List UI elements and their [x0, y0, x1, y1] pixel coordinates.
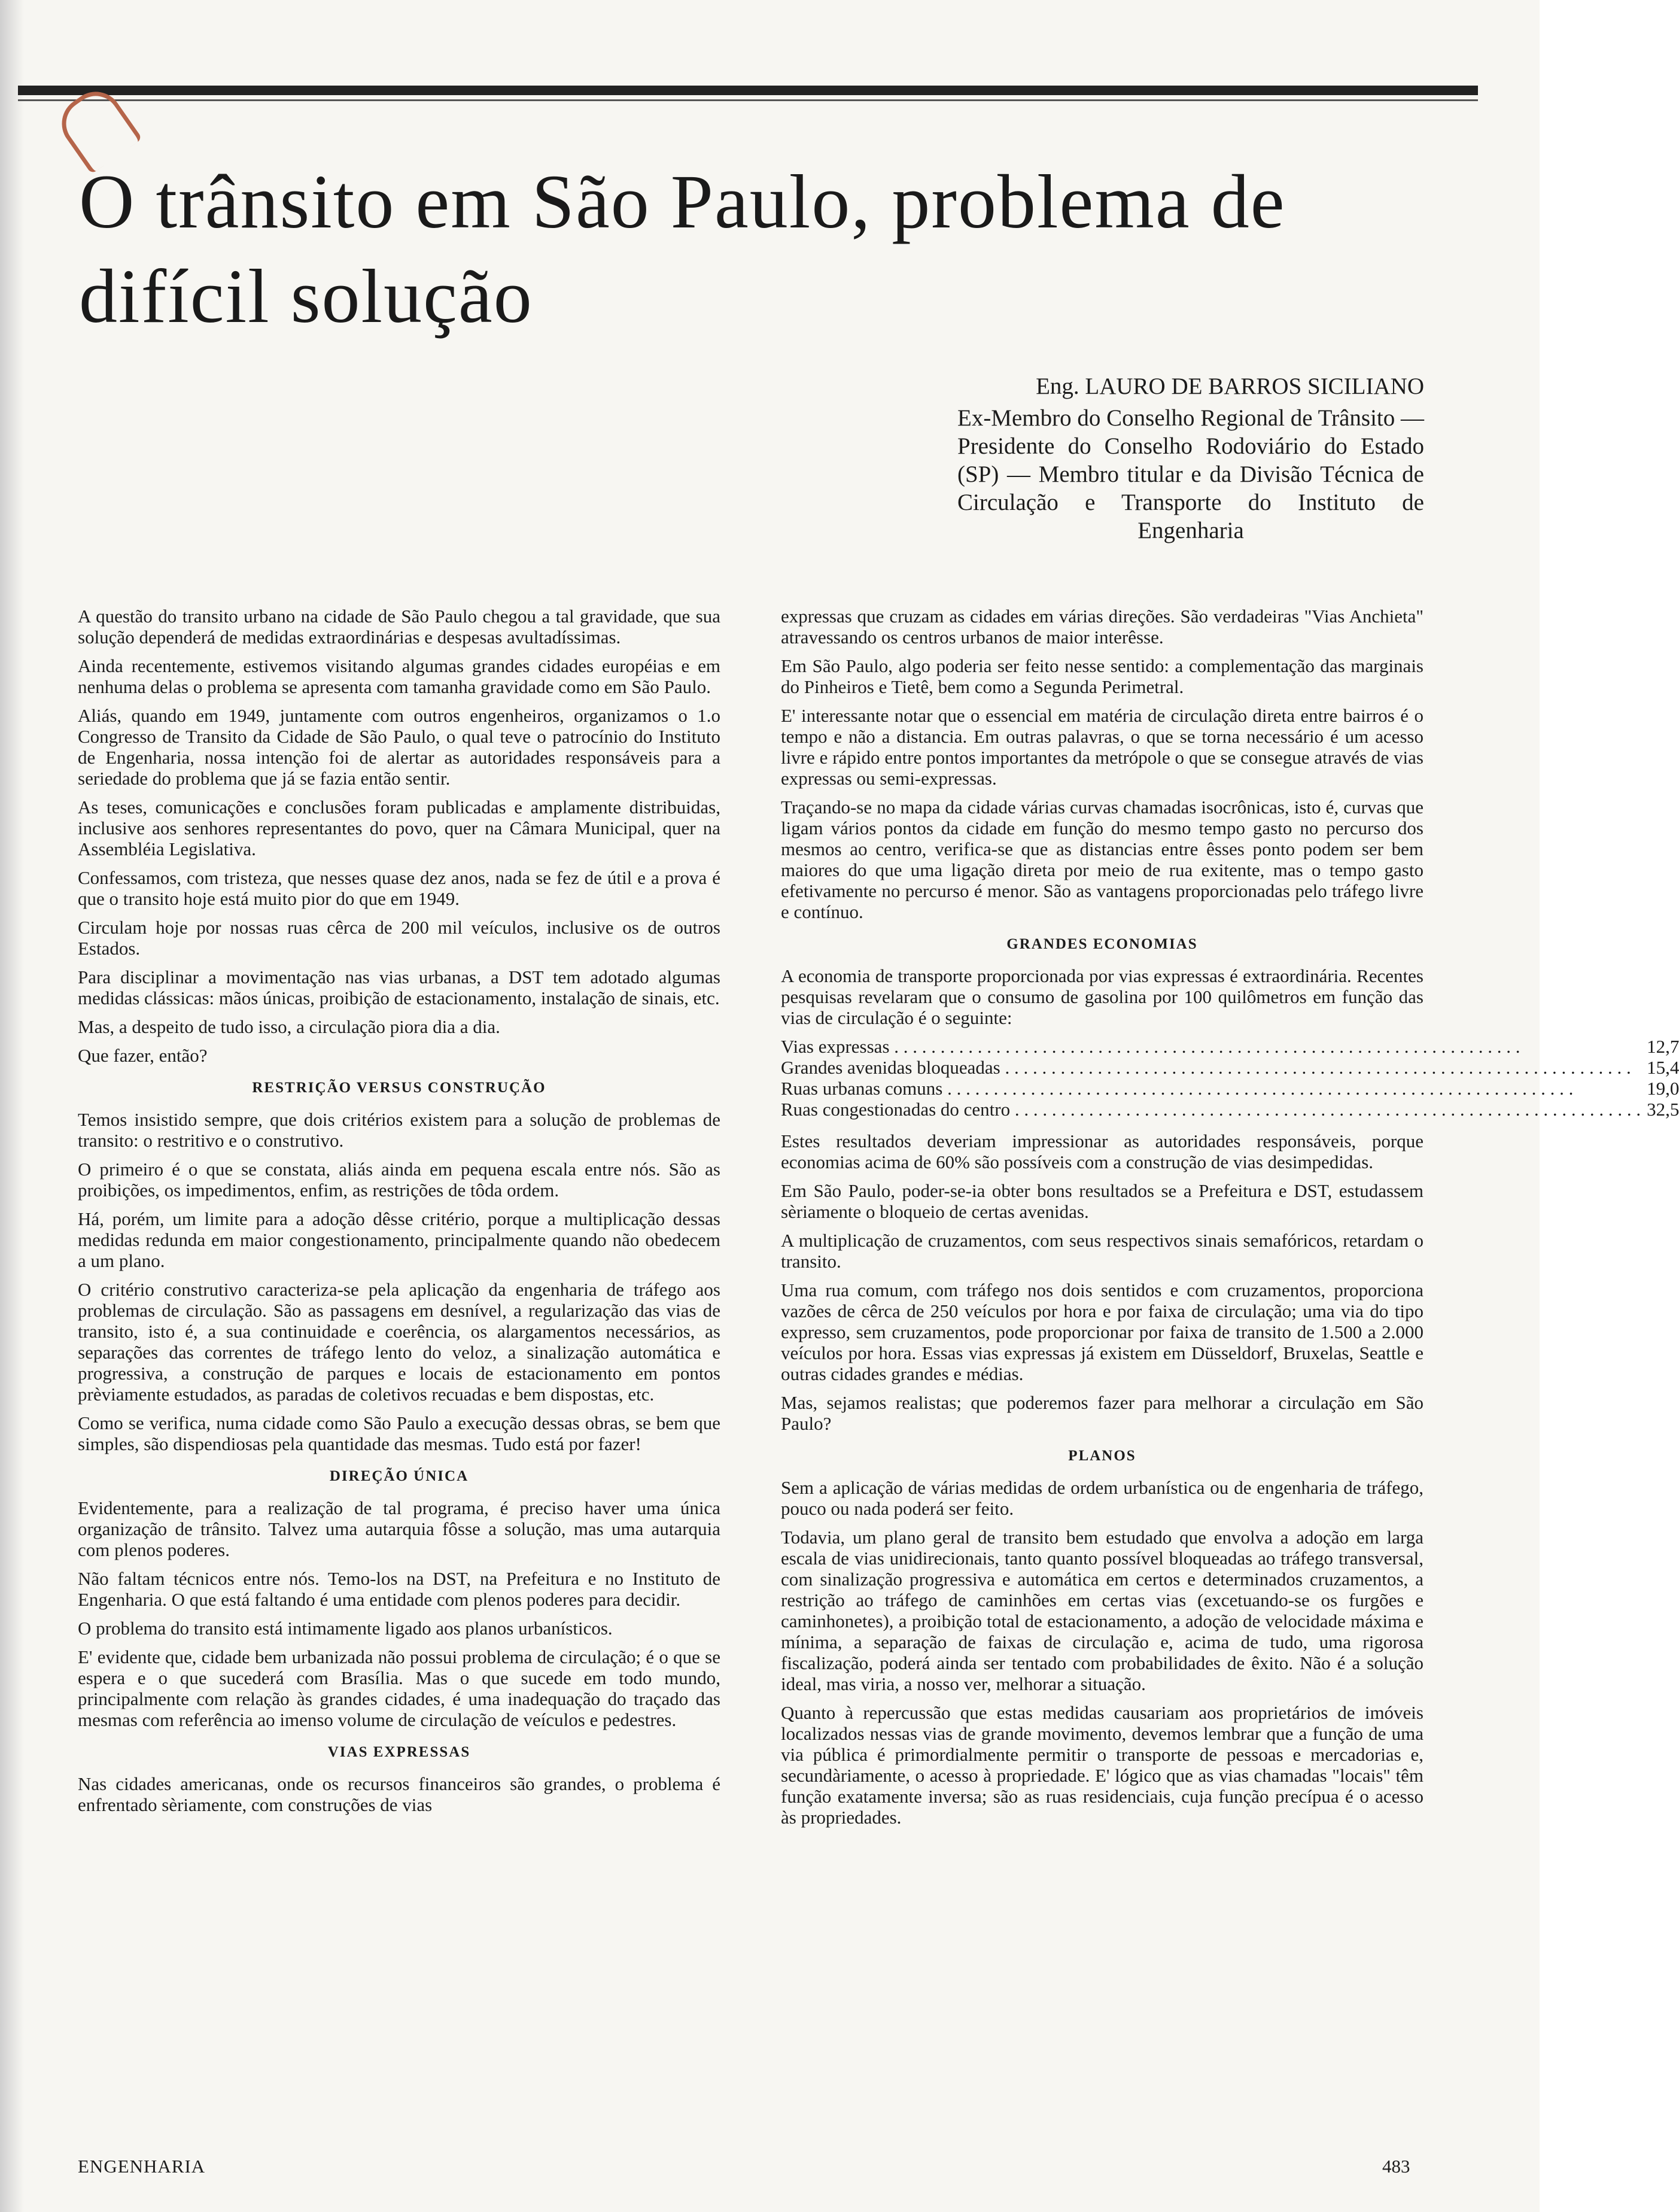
- paragraph: Não faltam técnicos entre nós. Temo-los na DST, na Prefeitura e no Instituto de Engenharia. O que está faltando é uma entidade com plenos poderes para decidir.: [78, 1568, 720, 1610]
- road-type-label: Ruas congestionadas do centro: [781, 1099, 1011, 1120]
- paragraph: Uma rua comum, com tráfego nos dois sentidos e com cruzamentos, proporciona vazões de cêrca de 250 veículos por hora e por faixa de circulação; uma via do tipo expresso, sem cruzamentos, pode proporcionar por faixa de transito de 1.500 a 2.000 veículos por hora. Essas vias expressas já existem em Düsseldorf, Bruxelas, Seattle e outras cidades grandes e médias.: [781, 1280, 1424, 1384]
- fuel-consumption-value: 19,0: [1647, 1078, 1679, 1099]
- table-row: [781, 1078, 1679, 1099]
- paragraph: Circulam hoje por nossas ruas cêrca de 200 mil veículos, inclusive os de outros Estados.: [78, 917, 720, 959]
- paragraph: Todavia, um plano geral de transito bem estudado que envolva a adoção em larga escala de vias unidirecionais, tanto quanto possível bloqueadas ao tráfego transversal, com sinalização progressiva e automática em certos e determinados cruzamentos, a restrição ao tráfego de caminhões em certas vias (excetuando-se os furgões e caminhonetes), a proibição total de estacionamento, a adoção de velocidade máxima e mínima, a separação de faixas de circulação e, acima de tudo, uma rigorosa fiscalização, poderá ainda ser tentado com probabilidades de êxito. Não é a solução ideal, mas viria, a nosso ver, melhorar a situação.: [781, 1527, 1424, 1694]
- paragraph: Aliás, quando em 1949, juntamente com outros engenheiros, organizamos o 1.o Congresso de Transito da Cidade de São Paulo, o qual teve o patrocínio do Instituto de Engenharia, nossa intenção foi de alertar as autoridades responsáveis para a seriedade do problema que já se fazia então sentir.: [78, 705, 720, 789]
- paragraph: Nas cidades americanas, onde os recursos financeiros são grandes, o problema é enfrentado sèriamente, com construções de vias: [78, 1773, 720, 1815]
- paragraph: E' interessante notar que o essencial em matéria de circulação direta entre bairros é o tempo e não a distancia. Em outras palavras, o que se torna necessário é um acesso livre e rápido entre pontos importantes da metrópole o que se consegue através de vias expressas ou semi-expressas.: [781, 705, 1424, 789]
- paragraph: Mas, a despeito de tudo isso, a circulação piora dia a dia.: [78, 1016, 500, 1037]
- paragraph: A questão do transito urbano na cidade de São Paulo chegou a tal gravidade, que sua solução dependerá de medidas extraordinárias e despesas avultadíssimas.: [78, 606, 720, 648]
- paragraph: Ainda recentemente, estivemos visitando algumas grandes cidades européias e em nenhuma delas o problema se apresenta com tamanha gravidade como em São Paulo.: [78, 655, 720, 697]
- paragraph: Há, porém, um limite para a adoção dêsse critério, porque a multiplicação dessas medidas redunda em maior congestionamento, principalmente quando não obedecem a um plano.: [78, 1208, 720, 1271]
- paragraph: E' evidente que, cidade bem urbanizada não possui problema de circulação; é o que se espera e o que sucederá com Brasília. Mas o que sucede em todo mundo, principalmente com relação às grandes cidades, é uma inadequação do traçado das mesmas com referência ao imenso volume de circulação de veículos e pedestres.: [78, 1646, 720, 1730]
- paragraph: Para disciplinar a movimentação nas vias urbanas, a DST tem adotado algumas medidas clássicas: mãos únicas, proibição de estacionamento, instalação de sinais, etc.: [78, 967, 720, 1008]
- section-heading: PLANOS: [1068, 1448, 1136, 1464]
- paragraph: Como se verifica, numa cidade como São Paulo a execução dessas obras, se bem que simples, são dispendiosas pela quantidade das mesmas. Tudo está por fazer!: [78, 1412, 720, 1454]
- paragraph: Que fazer, então?: [78, 1045, 208, 1066]
- table-row: [781, 1057, 1679, 1078]
- table-row: [781, 1036, 1679, 1057]
- right-column: [781, 606, 1679, 1836]
- section-heading: DIREÇÃO ÚNICA: [329, 1468, 469, 1484]
- article-title: O trânsito em São Paulo, problema de difícil solução: [79, 159, 1286, 339]
- fuel-consumption-value: 15,4: [1647, 1057, 1679, 1078]
- author-affiliation: Ex-Membro do Conselho Regional de Trânsito — Presidente do Conselho Rodoviário do Estado (SP) — Membro titular e da Divisão Técnica de Circulação e Transporte do Instituto de Engenharia: [957, 405, 1424, 543]
- paragraph: expressas que cruzam as cidades em várias direções. São verdadeiras "Vias Anchieta" atravessando os centros urbanos de maior interêsse.: [781, 606, 1424, 648]
- right-column-top: [781, 606, 1424, 1028]
- paragraph: Mas, sejamos realistas; que poderemos fazer para melhorar a circulação em São Paulo?: [781, 1392, 1424, 1434]
- paragraph: Temos insistido sempre, que dois critérios existem para a solução de problemas de transito: o restritivo e o construtivo.: [78, 1109, 720, 1151]
- paragraph: Evidentemente, para a realização de tal programa, é preciso haver uma única organização de trânsito. Talvez uma autarquia fôsse a solução, mas uma autarquia com plenos poderes.: [78, 1497, 720, 1560]
- paragraph: A economia de transporte proporcionada por vias expressas é extraordinária. Recentes pesquisas revelaram que o consumo de gasolina por 100 quilômetros em função das vias de circulação é o seguinte:: [781, 965, 1424, 1028]
- table-row: [781, 1099, 1679, 1120]
- road-type-label: Vias expressas: [781, 1036, 890, 1057]
- left-column: [78, 606, 720, 1823]
- section-heading: VIAS EXPRESSAS: [327, 1744, 471, 1760]
- page-number: 483: [1382, 2156, 1410, 2177]
- journal-name: ENGENHARIA: [78, 2156, 206, 2177]
- paragraph: As teses, comunicações e conclusões foram publicadas e amplamente distribuidas, inclusive aos senhores representantes do povo, quer na Câmara Municipal, quer na Assembléia Legislativa.: [78, 797, 720, 859]
- paragraph: Sem a aplicação de várias medidas de ordem urbanística ou de engenharia de tráfego, pouco ou nada poderá ser feito.: [781, 1477, 1424, 1519]
- section-heading: GRANDES ECONOMIAS: [1006, 936, 1198, 952]
- paragraph: Confessamos, com tristeza, que nesses quase dez anos, nada se fez de útil e a prova é que o transito hoje está muito pior do que em 1949.: [78, 867, 720, 909]
- top-rule-thin: [18, 99, 1478, 101]
- paragraph: O critério construtivo caracteriza-se pela aplicação da engenharia de tráfego aos problemas de circulação. São as passagens em desnível, a regularização das vias de transito, isto é, a sua continuidade e coerência, os alargamentos necessários, as separações das correntes de tráfego lento do veloz, a sinalização automática e progressiva, a construção de parques e locais de estacionamento em pontos prèviamente estudados, as paradas de coletivos recuadas e bem dispostas, etc.: [78, 1279, 720, 1405]
- paragraph: O primeiro é o que se constata, aliás ainda em pequena escala entre nós. São as proibições, os impedimentos, enfim, as restrições de tôda ordem.: [78, 1159, 720, 1201]
- paragraph: Quanto à repercussão que estas medidas causariam aos proprietários de imóveis localizados nessas vias de grande movimento, devemos lembrar que a função de uma via pública é primordialmente permitir o transporte de pessoas e mercadorias e, secundàriamente, o acesso à propriedade. E' lógico que as vias chamadas "locais" têm função exatamente inversa; são as ruas residenciais, cuja função precípua é o acesso às propriedades.: [781, 1702, 1424, 1828]
- paragraph: Traçando-se no mapa da cidade várias curvas chamadas isocrônicas, isto é, curvas que ligam vários pontos da cidade em função do mesmo tempo gasto no percurso dos mesmos ao centro, verifica-se que as distancias entre êsses ponto podem ser bem maiores do que uma ligação direta por meio de rua exitente, mas o tempo gasto efetivamente no percurso é menor. São as vantagens proporcionadas pelo tráfego livre e contínuo.: [781, 797, 1424, 922]
- fuel-consumption-value: 32,5: [1647, 1099, 1679, 1120]
- road-type-label: Grandes avenidas bloqueadas: [781, 1057, 1000, 1078]
- right-column-bottom: [781, 1131, 1424, 1828]
- paragraph: O problema do transito está intimamente ligado aos planos urbanísticos.: [78, 1618, 613, 1639]
- paragraph: Em São Paulo, poder-se-ia obter bons resultados se a Prefeitura e DST, estudassem sèriamente o bloqueio de certas avenidas.: [781, 1180, 1424, 1222]
- paragraph: Em São Paulo, algo poderia ser feito nesse sentido: a complementação das marginais do Pinheiros e Tietê, bem como a Segunda Perimetral.: [781, 655, 1424, 697]
- author-name: Eng. LAURO DE BARROS SICILIANO: [1036, 373, 1424, 399]
- paragraph: A multiplicação de cruzamentos, com seus respectivos sinais semafóricos, retardam o transito.: [781, 1230, 1424, 1272]
- section-heading: RESTRIÇÃO VERSUS CONSTRUÇÃO: [252, 1080, 546, 1096]
- top-rule: [18, 86, 1478, 95]
- paragraph: Estes resultados deveriam impressionar as autoridades responsáveis, porque economias acima de 60% são possíveis com a construção de vias desimpedidas.: [781, 1131, 1424, 1172]
- fuel-consumption-value: 12,7: [1647, 1036, 1679, 1057]
- fuel-consumption-table: [781, 1036, 1679, 1120]
- road-type-label: Ruas urbanas comuns: [781, 1078, 943, 1099]
- scan-shadow: [0, 0, 24, 2212]
